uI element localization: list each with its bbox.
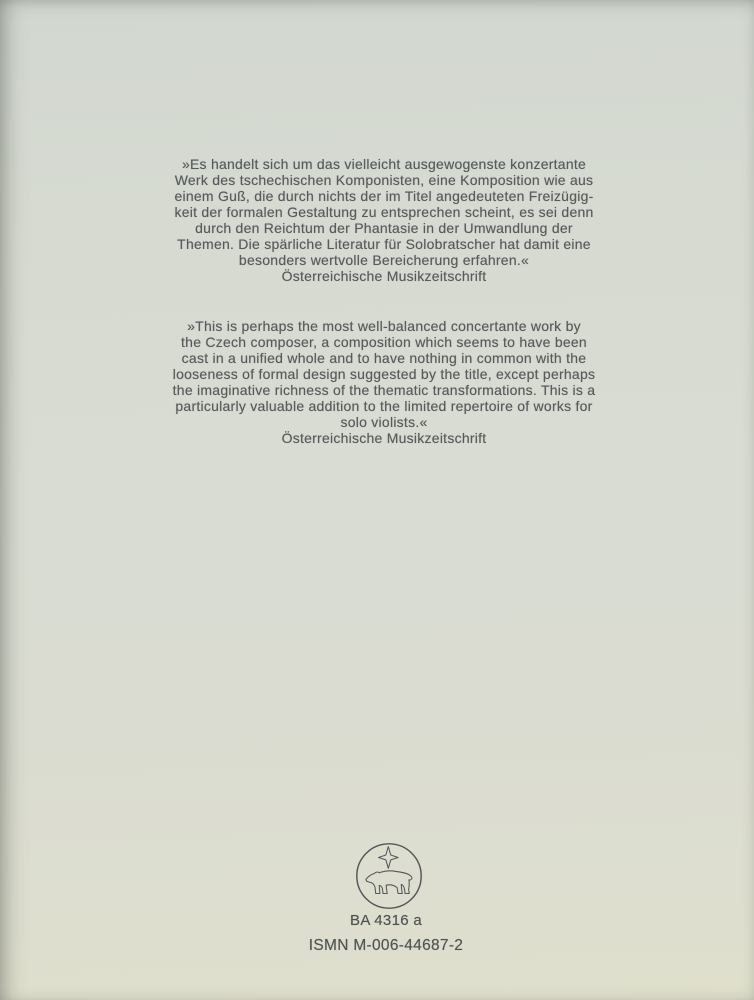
ismn-number: ISMN M-006-44687-2 (308, 937, 464, 954)
star-icon (379, 847, 399, 869)
quote-line: besonders wertvolle Bereicherung erfahren.« (238, 252, 530, 268)
quote-line: Themen. Die spärliche Literatur für Solobratscher hat damit eine (177, 236, 591, 252)
quote-line: »This is perhaps the most well-balanced concertante work by (187, 318, 581, 334)
quote-line: looseness of formal design suggested by the title, except perhaps (172, 366, 596, 382)
quote-line: cast in a unified whole and to have nothing in common with the (181, 350, 587, 366)
baerenreiter-bear-star-logo-icon (354, 840, 424, 912)
quote-line: the Czech composer, a composition which seems to have been (181, 334, 587, 350)
quote-attribution: Österreichische Musikzeitschrift (281, 268, 487, 284)
quote-line: keit der formalen Gestaltung zu entsprechen scheint, es sei denn (174, 204, 594, 220)
quote-line: einem Guß, die durch nichts der im Titel angedeuteten Freizügig- (174, 188, 594, 204)
quote-line: »Es handelt sich um das vielleicht ausgewogenste konzertante (181, 156, 587, 172)
english-quote-block (7, 318, 754, 446)
quote-line: particularly valuable addition to the limited repertoire of works for (175, 398, 593, 414)
german-quote-block (7, 156, 754, 284)
publisher-logo (354, 840, 424, 912)
quote-line: Werk des tschechischen Komponisten, eine Komposition wie aus (174, 172, 594, 188)
quote-line: durch den Reichtum der Phantasie in der Umwandlung der (195, 220, 573, 236)
bear-icon (366, 871, 412, 894)
catalog-number: BA 4316 a (350, 912, 422, 929)
quote-line: the imaginative richness of the thematic transformations. This is a (172, 382, 596, 398)
quote-attribution: Österreichische Musikzeitschrift (281, 430, 487, 446)
quote-line: solo violists.« (340, 414, 428, 430)
